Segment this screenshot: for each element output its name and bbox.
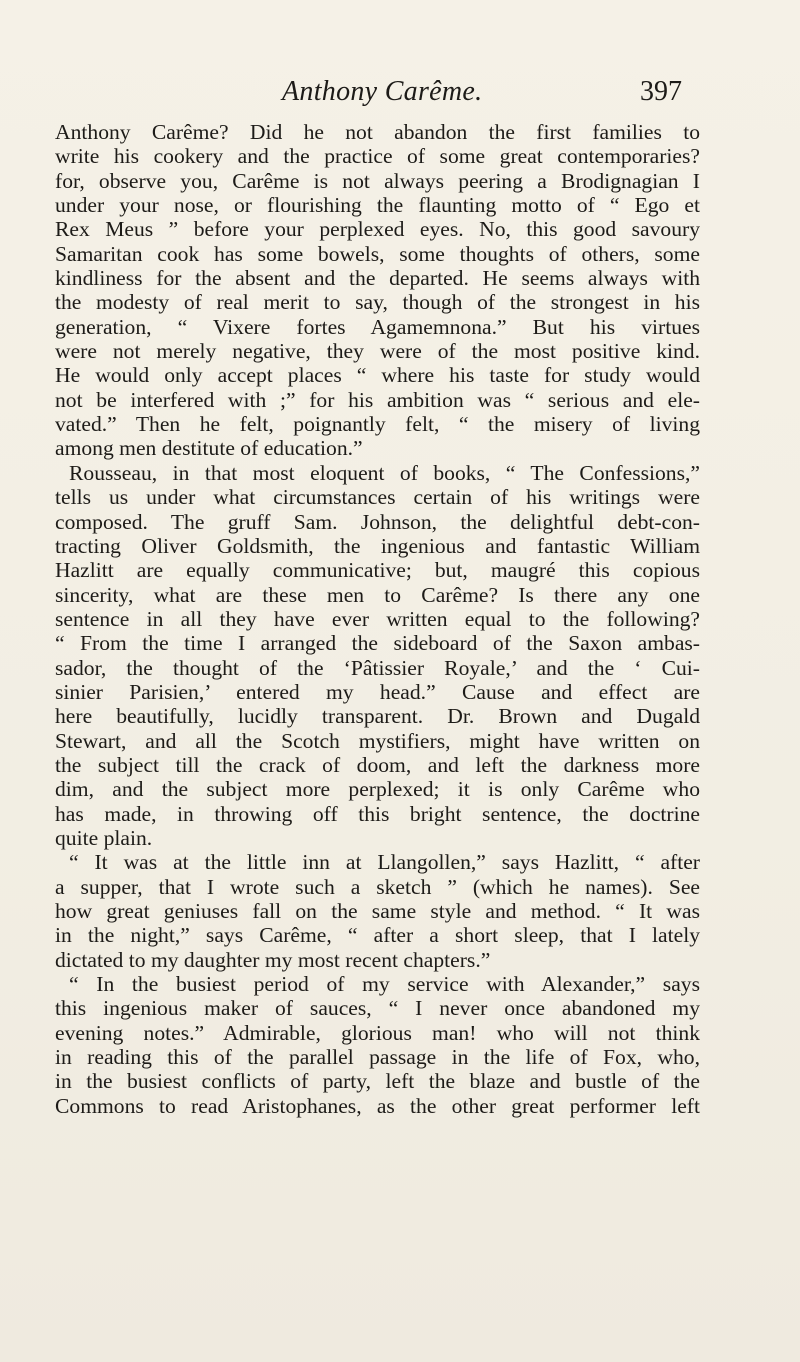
text-line: tells us under what circumstances certain of his writings were [55, 485, 700, 510]
text-line: under your nose, or flourishing the flaunting motto of “ Ego et [55, 193, 700, 218]
text-line: here beautifully, lucidly transparent. Dr. Brown and Dugald [55, 704, 700, 729]
text-line: evening notes.” Admirable, glorious man! who will not think [55, 1020, 700, 1045]
text-line: Anthony Carême? Did he not abandon the first families to [55, 120, 700, 144]
text-line: a supper, that I wrote such a sketch ” (which he names). See [55, 874, 700, 899]
page-header [0, 76, 800, 112]
text-line: this ingenious maker of sauces, “ I never once abandoned my [55, 996, 700, 1021]
text-line: dim, and the subject more perplexed; it is only Carême who [55, 777, 700, 802]
text-line: the modesty of real merit to say, though of the strongest in his [55, 290, 700, 315]
text-line: Commons to read Aristophanes, as the other great performer left [55, 1093, 700, 1118]
page-number: 397 [640, 76, 682, 107]
text-line: vated.” Then he felt, poignantly felt, “ the misery of living [55, 412, 700, 437]
text-line: write his cookery and the practice of some great contemporaries? [55, 144, 700, 169]
text-line: were not merely negative, they were of the most positive kind. [55, 339, 700, 364]
text-line: has made, in throwing off this bright sentence, the doctrine [55, 801, 700, 826]
text-line: He would only accept places “ where his taste for study would [55, 363, 700, 388]
text-line: Samaritan cook has some bowels, some thoughts of others, some [55, 241, 700, 266]
text-line: “ In the busiest period of my service with Alexander,” says [69, 972, 700, 997]
text-line: in the busiest conflicts of party, left the blaze and bustle of the [55, 1069, 700, 1094]
text-line: Stewart, and all the Scotch mystifiers, might have written on [55, 728, 700, 753]
text-line: “ From the time I arranged the sideboard of the Saxon ambas- [55, 631, 700, 656]
text-line: for, observe you, Carême is not always peering a Brodignagian I [55, 168, 700, 193]
running-head: Anthony Carême. [282, 76, 483, 107]
text-line: kindliness for the absent and the departed. He seems always with [55, 266, 700, 291]
text-line: sinier Parisien,’ entered my head.” Cause and effect are [55, 679, 700, 704]
text-line: Rex Meus ” before your perplexed eyes. No, this good savoury [55, 217, 700, 242]
text-line: sentence in all they have ever written equal to the following? [55, 606, 700, 631]
text-line: sador, the thought of the ‘Pâtissier Royale,’ and the ‘ Cui- [55, 655, 700, 680]
text-line: sincerity, what are these men to Carême? Is there any one [55, 582, 700, 607]
body-text [55, 120, 700, 1118]
text-line: the subject till the crack of doom, and left the darkness more [55, 752, 700, 777]
text-line: not be interfered with ;” for his ambition was “ serious and ele- [55, 387, 700, 412]
text-line: generation, “ Vixere fortes Agamemnona.” But his virtues [55, 314, 700, 339]
text-line: composed. The gruff Sam. Johnson, the delightful debt-con- [55, 509, 700, 534]
text-line: dictated to my daughter my most recent chapters.” [55, 947, 491, 972]
text-line: in reading this of the parallel passage in the life of Fox, who, [55, 1045, 700, 1070]
text-line: among men destitute of education.” [55, 436, 363, 461]
text-line: “ It was at the little inn at Llangollen,” says Hazlitt, “ after [69, 850, 700, 875]
text-line: tracting Oliver Goldsmith, the ingenious and fantastic William [55, 533, 700, 558]
text-line: in the night,” says Carême, “ after a short sleep, that I lately [55, 923, 700, 948]
text-line: how great geniuses fall on the same style and method. “ It was [55, 899, 700, 923]
text-line: Hazlitt are equally communicative; but, maugré this copious [55, 558, 700, 583]
text-line: Rousseau, in that most eloquent of books, “ The Confessions,” [69, 460, 700, 485]
text-line: quite plain. [55, 825, 153, 850]
